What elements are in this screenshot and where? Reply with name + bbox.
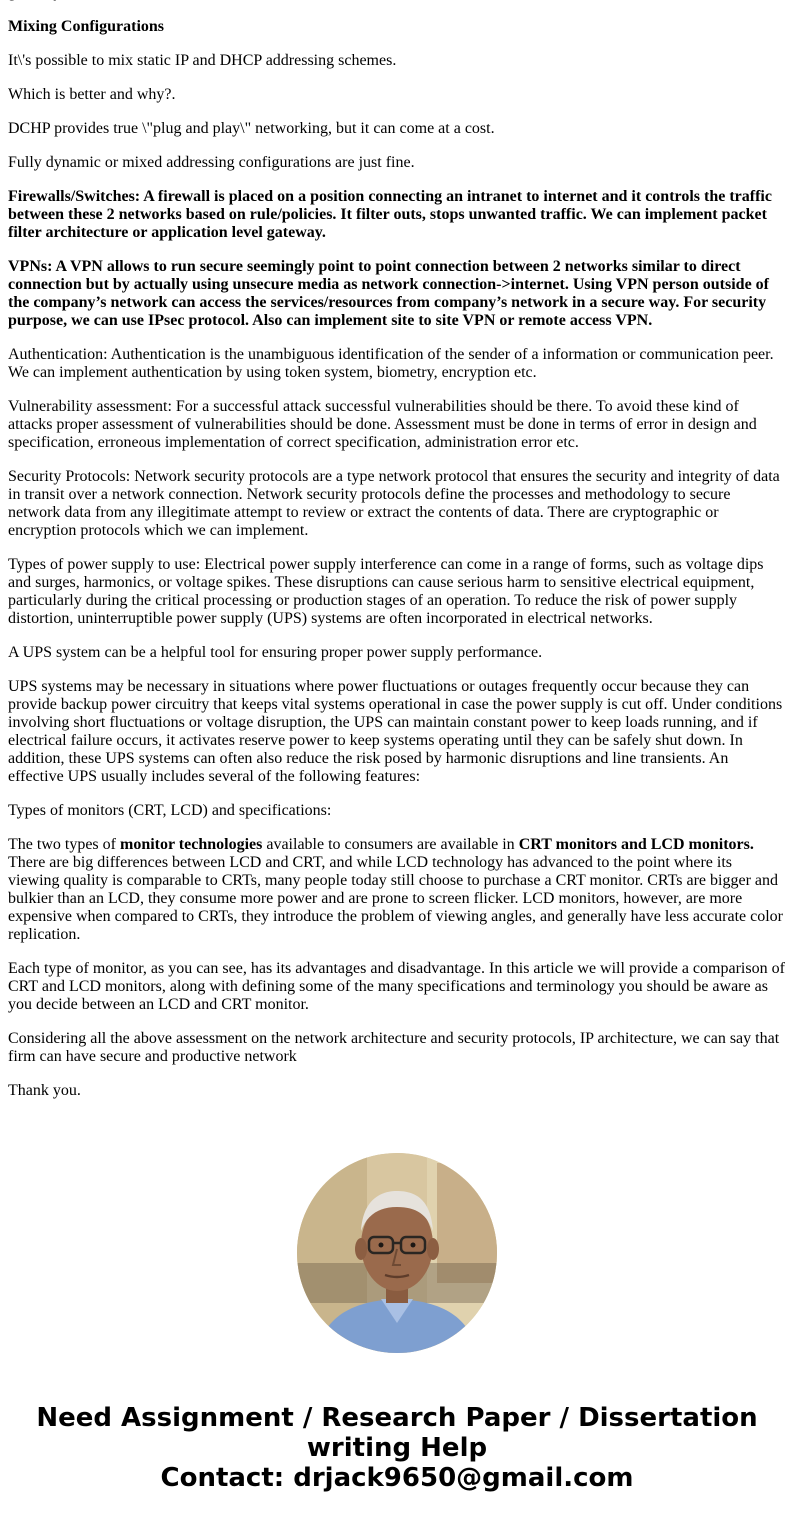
heading-mixing-configurations: Mixing Configurations	[8, 18, 165, 35]
author-portrait-icon	[297, 1153, 497, 1353]
paragraph-authentication: Authentication: Authentication is the unambiguous identification of the sender of a information or communication peer. We can implement authentication by using token system, biometry, encryption etc.	[8, 346, 774, 381]
paragraph-ups-tool: A UPS system can be a helpful tool for ensuring proper power supply performance.	[8, 644, 543, 661]
paragraph-firewalls: Firewalls/Switches: A firewall is placed on a position connecting an intranet to internet and it controls the traffic between these 2 networks based on rule/policies. It filter outs, stops unwanted traffic. We can implement packet filter architecture or application level gateway.	[8, 188, 772, 241]
cta-headline: Need Assignment / Research Paper / Dissertation writing Help	[36, 1403, 758, 1463]
paragraph-security-protocols: Security Protocols: Network security protocols are a type network protocol that ensures the security and integrity of data in transit over a network connection. Network security protocols define the processes and methodology to secure network data from any illegitimate attempt to review or extract the contents of data. There are cryptographic or encryption protocols which we can implement.	[8, 468, 780, 539]
paragraph-vpns: VPNs: A VPN allows to run secure seemingly point to point connection between 2 networks similar to direct connection but by actually using unsecure media as network connection->internet. Using VPN person outside of the company’s network can access the services/resources from company’s network in a secure way. For security purpose, we can use IPsec protocol. Also can implement site to site VPN or remote access VPN.	[8, 258, 769, 329]
text-run: There are big differences between LCD and CRT, and while LCD technology has advanced to the point where its viewing quality is comparable to CRTs, many people today still choose to purchase a CRT monitor. CRTs are bigger and bulkier than an LCD, they consume more power and are prone to screen flicker. LCD monitors, however, are more expensive when compared to CRTs, they introduce the problem of viewing angles, and generally have less accurate color replication.	[8, 854, 783, 943]
paragraph-monitor-technologies	[8, 836, 786, 944]
portrait-graphic	[297, 1153, 497, 1353]
bold-crt-lcd: CRT monitors and LCD monitors.	[518, 836, 754, 853]
text-run: available to consumers are available in	[262, 836, 519, 853]
paragraph-gateway	[8, 0, 786, 2]
paragraph-dhcp-plug-play: DCHP provides true \"plug and play\" networking, but it can come at a cost.	[8, 120, 495, 137]
cta-contact-email[interactable]: Contact: drjack9650@gmail.com	[160, 1463, 634, 1493]
text-run: The two types of	[8, 836, 120, 853]
paragraph-dynamic-mixed: Fully dynamic or mixed addressing configurations are just fine.	[8, 154, 415, 171]
paragraph-power-supply: Types of power supply to use: Electrical power supply interference can come in a range of forms, such as voltage dips and surges, harmonics, or voltage spikes. These disruptions can cause serious harm to sensitive electrical equipment, particularly during the critical processing or production stages of an operation. To reduce the risk of power supply distortion, uninterruptible power supply (UPS) systems are often incorporated in electrical networks.	[8, 556, 764, 627]
paragraph-monitor-comparison: Each type of monitor, as you can see, has its advantages and disadvantage. In this article we will provide a comparison of CRT and LCD monitors, along with defining some of the many specifications and terminology you should be aware as you decide between an LCD and CRT monitor.	[8, 960, 785, 1013]
article-body	[8, 0, 786, 1116]
paragraph-monitor-types-heading: Types of monitors (CRT, LCD) and specifications:	[8, 802, 332, 819]
paragraph-conclusion: Considering all the above assessment on the network architecture and security protocols, IP architecture, we can say that firm can have secure and productive network	[8, 1030, 780, 1065]
contact-banner	[0, 1403, 794, 1493]
paragraph-vulnerability: Vulnerability assessment: For a successful attack successful vulnerabilities should be there. To avoid these kind of attacks proper assessment of vulnerabilities should be done. Assessment must be done in terms of error in design and specification, erroneous implementation of correct specification, administration error etc.	[8, 398, 757, 451]
paragraph-thank-you: Thank you.	[8, 1082, 81, 1099]
paragraph-mix-static-dhcp: It\'s possible to mix static IP and DHCP addressing schemes.	[8, 52, 397, 69]
paragraph-ups-systems: UPS systems may be necessary in situations where power fluctuations or outages frequently occur because they can provide backup power circuitry that keeps vital systems operational in case the power supply is cut off. Under conditions involving short fluctuations or voltage disruption, the UPS can maintain constant power to keep loads running, and if electrical failure occurs, it activates reserve power to keep systems operating until they can be safely shut down. In addition, these UPS systems can often also reduce the risk posed by harmonic disruptions and line transients. An effective UPS usually includes several of the following features:	[8, 678, 783, 785]
bold-monitor-technologies: monitor technologies	[119, 836, 263, 853]
paragraph-which-better: Which is better and why?.	[8, 86, 176, 103]
